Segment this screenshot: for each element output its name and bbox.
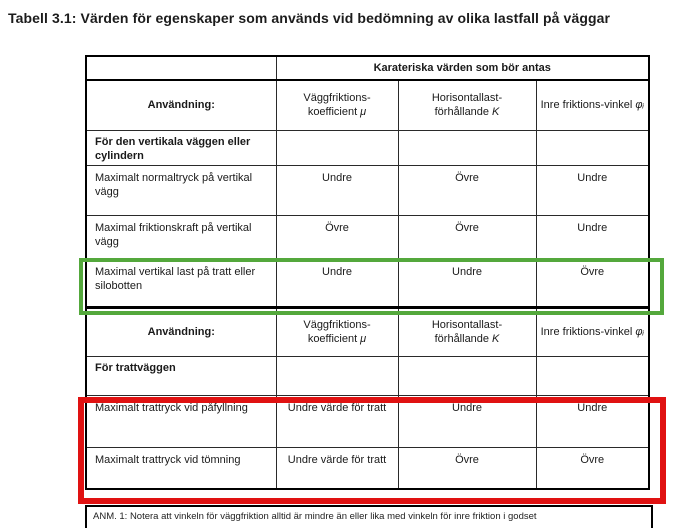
group-header-row (86, 130, 649, 165)
mu-symbol: μ (360, 333, 367, 346)
k-symbol: K (492, 106, 500, 119)
value-cell: Övre (536, 259, 649, 307)
value-cell: Övre (398, 165, 536, 215)
table-row-red-highlighted (86, 395, 649, 447)
value-cell: Undre (398, 259, 536, 307)
note-text: ANM. 1: Notera att vinkeln för väggfriktion alltid är mindre än eller lika med vinkeln för inre friktion i godset (93, 511, 537, 522)
header-text: Horisontallast-förhållande (431, 319, 503, 346)
table-row (86, 56, 649, 80)
horizontal-load-header-cell (398, 80, 536, 130)
mu-symbol: μ (360, 106, 367, 119)
value-cell: Övre (398, 447, 536, 489)
value-cell: Undre (536, 165, 649, 215)
wall-friction-header-cell (276, 80, 398, 130)
value-cell: Undre (276, 259, 398, 307)
phi-symbol: φᵢ (635, 99, 644, 112)
value-cell: Övre (536, 447, 649, 489)
empty-cell (276, 130, 398, 165)
group-header-row (86, 356, 649, 395)
header-text: Horisontallast-förhållande (431, 92, 503, 119)
table-row-red-highlighted (86, 447, 649, 489)
header-text: Inre friktions-vinkel (540, 326, 633, 339)
value-cell: Övre (398, 215, 536, 259)
internal-friction-header-cell (536, 307, 649, 356)
group-label-cell: För den vertikala väggen eller cylindern (86, 130, 276, 165)
header-text: Väggfriktions-koefficient (303, 92, 371, 119)
internal-friction-header-cell (536, 80, 649, 130)
table-row (86, 165, 649, 215)
value-cell: Övre (276, 215, 398, 259)
row-label-cell: Maximalt normaltryck på vertikal vägg (86, 165, 276, 215)
usage-header-cell: Användning: (86, 307, 276, 356)
table-caption: Tabell 3.1: Värden för egenskaper som används vid bedömning av olika lastfall på väggar (8, 10, 611, 26)
row-label-cell: Maximal vertikal last på tratt eller silobotten (86, 259, 276, 307)
phi-symbol: φᵢ (635, 326, 644, 339)
table-row (86, 215, 649, 259)
header-text: Inre friktions-vinkel (540, 99, 633, 112)
usage-header-cell: Användning: (86, 80, 276, 130)
k-symbol: K (492, 333, 500, 346)
value-cell: Undre (536, 215, 649, 259)
empty-corner-cell (86, 56, 276, 80)
row-label-cell: Maximalt trattryck vid påfyllning (86, 395, 276, 447)
row-label-cell: Maximal friktionskraft på vertikal vägg (86, 215, 276, 259)
span-header-cell: Karateriska värden som bör antas (276, 56, 649, 80)
row-label-cell: Maximalt trattryck vid tömning (86, 447, 276, 489)
header-text: Väggfriktions-koefficient (303, 319, 371, 346)
value-cell: Undre (536, 395, 649, 447)
value-cell: Undre (398, 395, 536, 447)
empty-cell (276, 356, 398, 395)
value-cell: Undre värde för tratt (276, 447, 398, 489)
wall-friction-header-cell (276, 307, 398, 356)
empty-cell (536, 130, 649, 165)
load-cases-table (85, 55, 650, 490)
value-cell: Undre (276, 165, 398, 215)
column-header-row (86, 307, 649, 356)
empty-cell (398, 356, 536, 395)
empty-cell (398, 130, 536, 165)
group-label-cell: För trattväggen (86, 356, 276, 395)
horizontal-load-header-cell (398, 307, 536, 356)
empty-cell (536, 356, 649, 395)
table-note (85, 505, 653, 528)
value-cell: Undre värde för tratt (276, 395, 398, 447)
column-header-row (86, 80, 649, 130)
table-row-green-highlighted (86, 259, 649, 307)
